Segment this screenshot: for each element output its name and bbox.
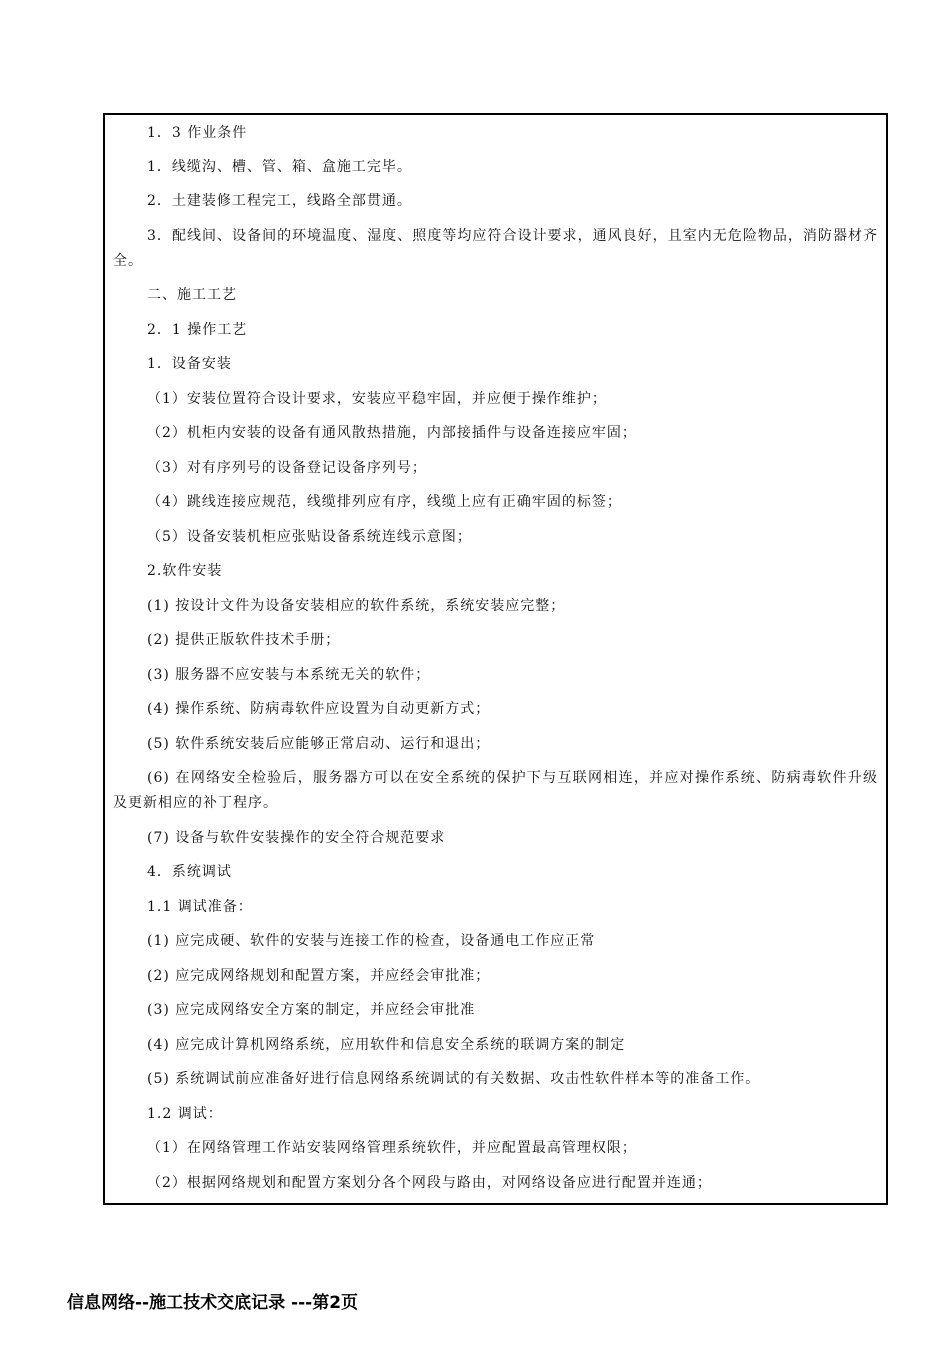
page-footer: 信息网络--施工技术交底记录 ---第2页 (67, 1293, 359, 1313)
list-item: (2) 应完成网络规划和配置方案，并应经会审批准； (147, 968, 491, 984)
list-item: (1) 应完成硬、软件的安装与连接工作的检查，设备通电工作应正常 (147, 933, 596, 949)
section-heading: 2．1 操作工艺 (147, 322, 248, 338)
paragraph: 1．线缆沟、槽、管、箱、盒施工完毕。 (147, 159, 412, 175)
list-item: （2）机柜内安装的设备有通风散热措施，内部接插件与设备连接应牢固； (147, 425, 637, 441)
list-item: (4) 操作系统、防病毒软件应设置为自动更新方式； (147, 701, 491, 717)
list-item: (1) 按设计文件为设备安装相应的软件系统，系统安装应完整； (147, 598, 566, 614)
list-item: (7) 设备与软件安装操作的安全符合规范要求 (147, 830, 446, 846)
list-item: (5) 软件系统安装后应能够正常启动、运行和退出； (147, 736, 491, 752)
section-heading: 1．3 作业条件 (147, 125, 248, 141)
list-item: (6) 在网络安全检验后，服务器方可以在安全系统的保护下与互联网相连，并应对操作系统、防病毒软件升级及更新相应的补丁程序。 (113, 770, 878, 811)
list-item: (5) 系统调试前应准备好进行信息网络系统调试的有关数据、攻击性软件样本等的准备工作。 (147, 1071, 761, 1087)
list-item: (3) 服务器不应安装与本系统无关的软件； (147, 667, 431, 683)
paragraph: 3．配线间、设备间的环境温度、湿度、照度等均应符合设计要求，通风良好，且室内无危险物品，消防器材齐全。 (113, 228, 878, 269)
section-heading: 二、施工工艺 (147, 287, 237, 303)
section-heading: 1．设备安装 (147, 356, 232, 372)
list-item: （1）在网络管理工作站安装网络管理系统软件，并应配置最高管理权限； (147, 1140, 637, 1156)
document-frame (103, 113, 888, 1205)
section-heading: 1.1 调试准备： (147, 899, 253, 915)
section-heading: 2.软件安装 (147, 563, 223, 579)
list-item: （2）根据网络规划和配置方案划分各个网段与路由，对网络设备应进行配置并连通； (147, 1175, 712, 1191)
section-heading: 1.2 调试： (147, 1106, 223, 1122)
list-item: (2) 提供正版软件技术手册； (147, 632, 341, 648)
list-item: (3) 应完成网络安全方案的制定，并应经会审批准 (147, 1002, 476, 1018)
paragraph: 2．土建装修工程完工，线路全部贯通。 (147, 193, 412, 209)
list-item: （4）跳线连接应规范，线缆排列应有序，线缆上应有正确牢固的标签； (147, 494, 622, 510)
section-heading: 4．系统调试 (147, 864, 232, 880)
list-item: （3）对有序列号的设备登记设备序列号； (147, 460, 427, 476)
list-item: （5）设备安装机柜应张贴设备系统连线示意图； (147, 529, 472, 545)
list-item: （1）安装位置符合设计要求，安装应平稳牢固，并应便于操作维护； (147, 391, 607, 407)
list-item: (4) 应完成计算机网络系统，应用软件和信息安全系统的联调方案的制定 (147, 1037, 626, 1053)
